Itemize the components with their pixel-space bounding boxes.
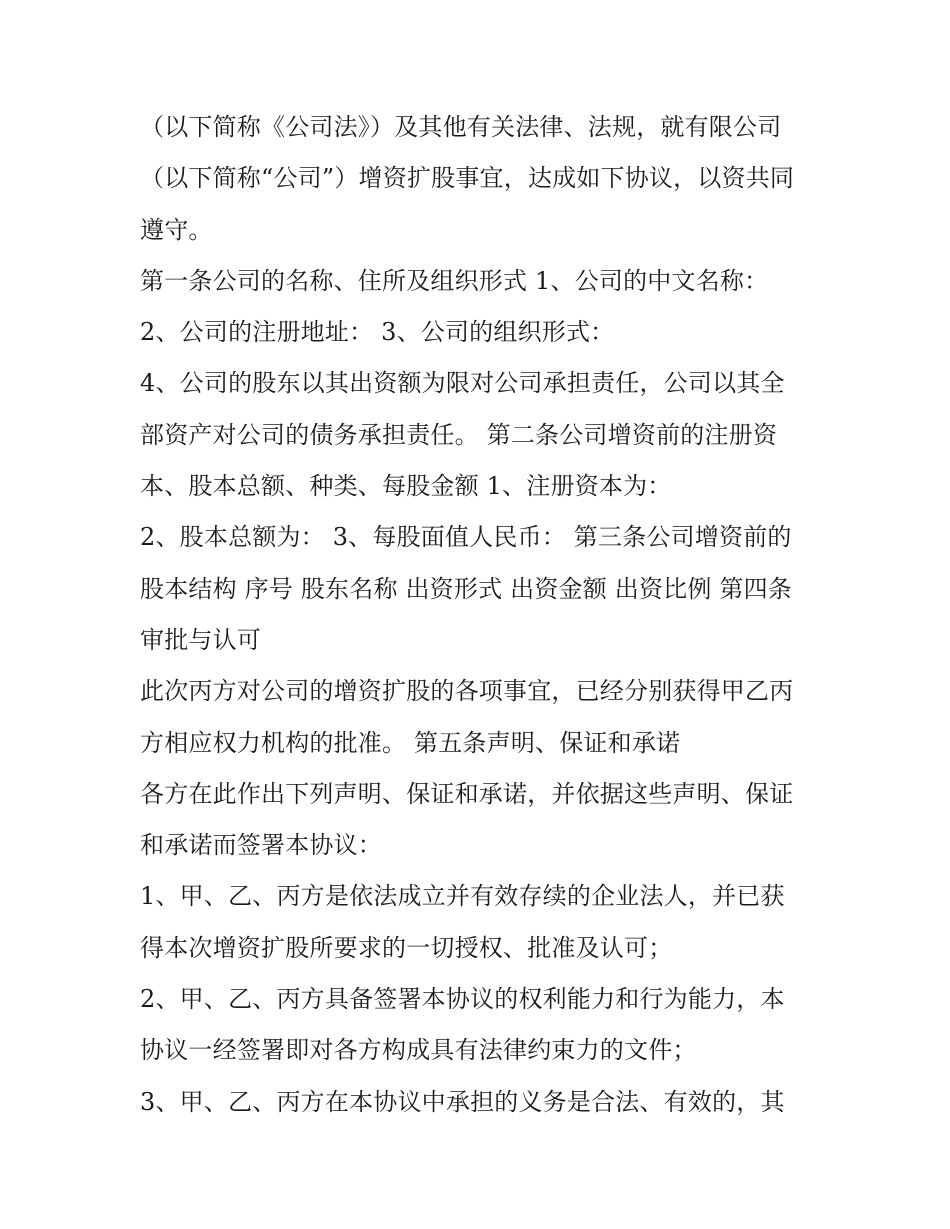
text-line: 部资产对公司的债务承担责任。 第二条公司增资前的注册资 <box>140 420 778 449</box>
text-line: （以下简称“公司”）增资扩股事宜，达成如下协议，以资共同 <box>140 164 795 193</box>
text-line: 第一条公司的名称、住所及组织形式 1、公司的中文名称： <box>140 266 769 295</box>
text-line: 审批与认可 <box>140 625 261 654</box>
text-line: （以下简称《公司法》）及其他有关法律、法规，就有限公司 <box>140 113 782 141</box>
text-line: 本、股本总额、种类、每股金额 1、注册资本为： <box>140 472 672 501</box>
text-line: 各方在此作出下列声明、保证和承诺，并依据这些声明、保证 <box>140 779 794 808</box>
text-line: 得本次增资扩股所要求的一切授权、批准及认可； <box>140 933 673 962</box>
text-line: 2、公司的注册地址： 3、公司的组织形式： <box>140 318 615 347</box>
text-line: 和承诺而签署本协议： <box>140 831 382 860</box>
text-line: 3、甲、乙、丙方在本协议中承担的义务是合法、有效的，其 <box>140 1087 785 1116</box>
text-line: 方相应权力机构的批准。 第五条声明、保证和承诺 <box>140 728 681 757</box>
text-line: 遵守。 <box>140 215 213 244</box>
text-line: 1、甲、乙、丙方是依法成立并有效存续的企业法人，并已获 <box>140 882 785 911</box>
text-line: 股本结构 序号 股东名称 出资形式 出资金额 出资比例 第四条 <box>140 574 792 603</box>
text-line: 2、甲、乙、丙方具备签署本协议的权利能力和行为能力，本 <box>140 985 785 1014</box>
text-line: 2、股本总额为： 3、每股面值人民币： 第三条公司增资前的 <box>140 523 792 552</box>
text-line: 4、公司的股东以其出资额为限对公司承担责任，公司以其全 <box>140 369 785 398</box>
text-line: 此次丙方对公司的增资扩股的各项事宜，已经分别获得甲乙丙 <box>140 677 794 706</box>
text-line: 协议一经签署即对各方构成具有法律约束力的文件； <box>140 1036 697 1065</box>
document-body <box>140 102 820 1128</box>
